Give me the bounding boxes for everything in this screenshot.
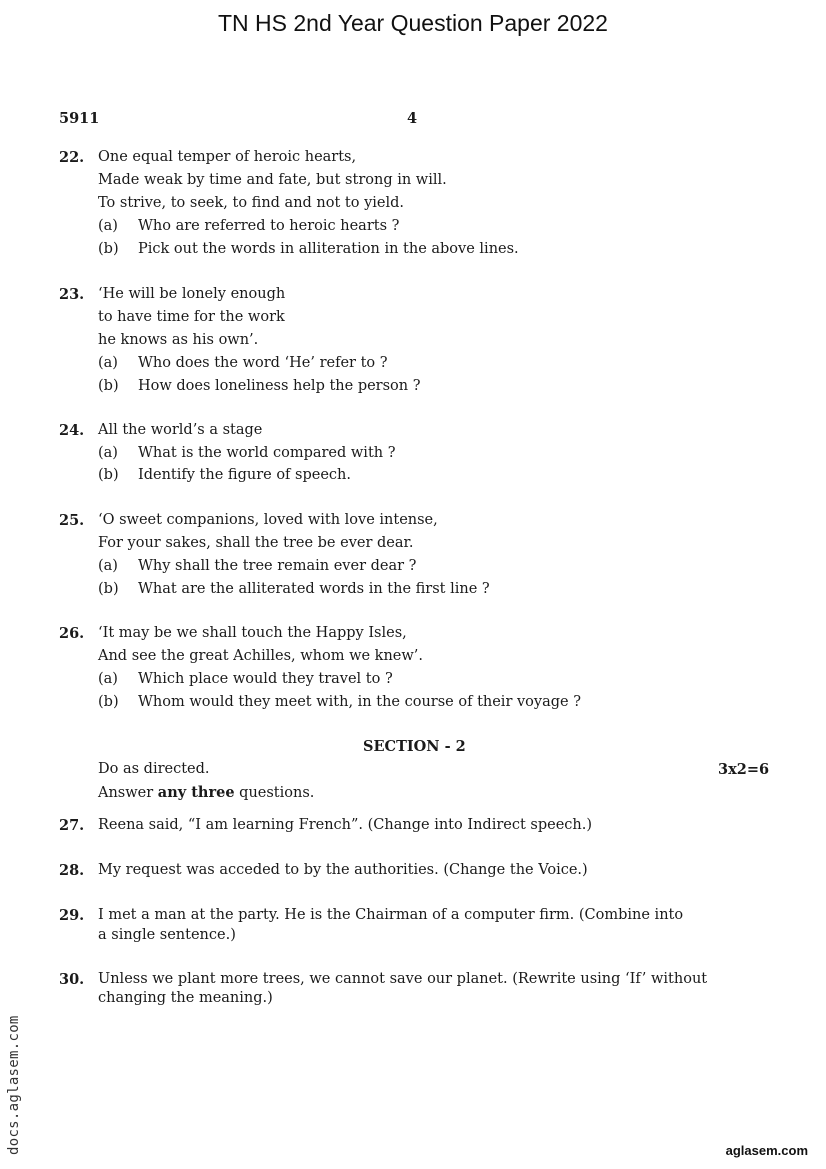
question-line: changing the meaning.)	[98, 990, 273, 1006]
answer-instruction	[98, 784, 314, 801]
section-instruction: Do as directed.	[98, 761, 210, 777]
option-label: (a)	[98, 558, 118, 574]
question-number: 24.	[59, 422, 85, 439]
question-line: All the world’s a stage	[98, 422, 263, 438]
answer-prefix: Answer	[98, 785, 154, 801]
question-line: Reena said, “I am learning French”. (Change into Indirect speech.)	[98, 817, 593, 833]
question-number: 30.	[59, 971, 85, 988]
question-line: To strive, to seek, to find and not to yield.	[98, 195, 405, 211]
option-text: What are the alliterated words in the first line ?	[138, 581, 490, 597]
question-line: My request was acceded to by the authorities. (Change the Voice.)	[98, 862, 588, 878]
option-label: (b)	[98, 378, 119, 394]
option-label: (b)	[98, 581, 119, 597]
footer-brand-link[interactable]: aglasem.com	[725, 1143, 808, 1158]
paper-code: 5911	[59, 110, 100, 127]
question-line: For your sakes, shall the tree be ever dear.	[98, 535, 414, 551]
option-label: (a)	[98, 218, 118, 234]
option-text: How does loneliness help the person ?	[138, 378, 421, 394]
option-label: (b)	[98, 241, 119, 257]
option-text: Who are referred to heroic hearts ?	[138, 218, 400, 234]
question-number: 26.	[59, 625, 85, 642]
section-marks: 3x2=6	[718, 761, 770, 778]
option-label: (a)	[98, 355, 118, 371]
question-number: 22.	[59, 149, 85, 166]
question-line: to have time for the work	[98, 309, 285, 325]
option-text: Pick out the words in alliteration in the above lines.	[138, 241, 519, 257]
page-number: 4	[407, 110, 418, 127]
question-number: 29.	[59, 907, 85, 924]
question-line: I met a man at the party. He is the Chairman of a computer firm. (Combine into	[98, 907, 684, 923]
option-label: (a)	[98, 671, 118, 687]
option-label: (b)	[98, 694, 119, 710]
question-number: 25.	[59, 512, 85, 529]
question-line: Made weak by time and fate, but strong in will.	[98, 172, 447, 188]
question-line: One equal temper of heroic hearts,	[98, 149, 357, 165]
question-line: ‘He will be lonely enough	[98, 286, 286, 302]
watermark-text: docs.aglasem.com	[6, 1015, 22, 1155]
page-title: TN HS 2nd Year Question Paper 2022	[218, 10, 608, 36]
question-line: he knows as his own’.	[98, 332, 259, 348]
option-label: (b)	[98, 467, 119, 483]
question-line: Unless we plant more trees, we cannot save our planet. (Rewrite using ‘If’ without	[98, 971, 708, 987]
question-number: 27.	[59, 817, 85, 834]
option-text: Whom would they meet with, in the course of their voyage ?	[138, 694, 581, 710]
question-line: ‘O sweet companions, loved with love intense,	[98, 512, 438, 528]
answer-emphasis: any three	[157, 784, 235, 801]
question-line: And see the great Achilles, whom we knew’.	[98, 648, 424, 664]
option-text: Why shall the tree remain ever dear ?	[138, 558, 417, 574]
answer-suffix: questions.	[239, 785, 315, 801]
question-line: ‘It may be we shall touch the Happy Isles,	[98, 625, 407, 641]
option-text: Which place would they travel to ?	[138, 671, 393, 687]
option-text: What is the world compared with ?	[138, 445, 396, 461]
question-number: 28.	[59, 862, 85, 879]
section-heading: SECTION - 2	[363, 738, 466, 755]
question-number: 23.	[59, 286, 85, 303]
option-text: Identify the figure of speech.	[138, 467, 351, 483]
option-label: (a)	[98, 445, 118, 461]
question-line: a single sentence.)	[98, 927, 236, 943]
option-text: Who does the word ‘He’ refer to ?	[138, 355, 388, 371]
